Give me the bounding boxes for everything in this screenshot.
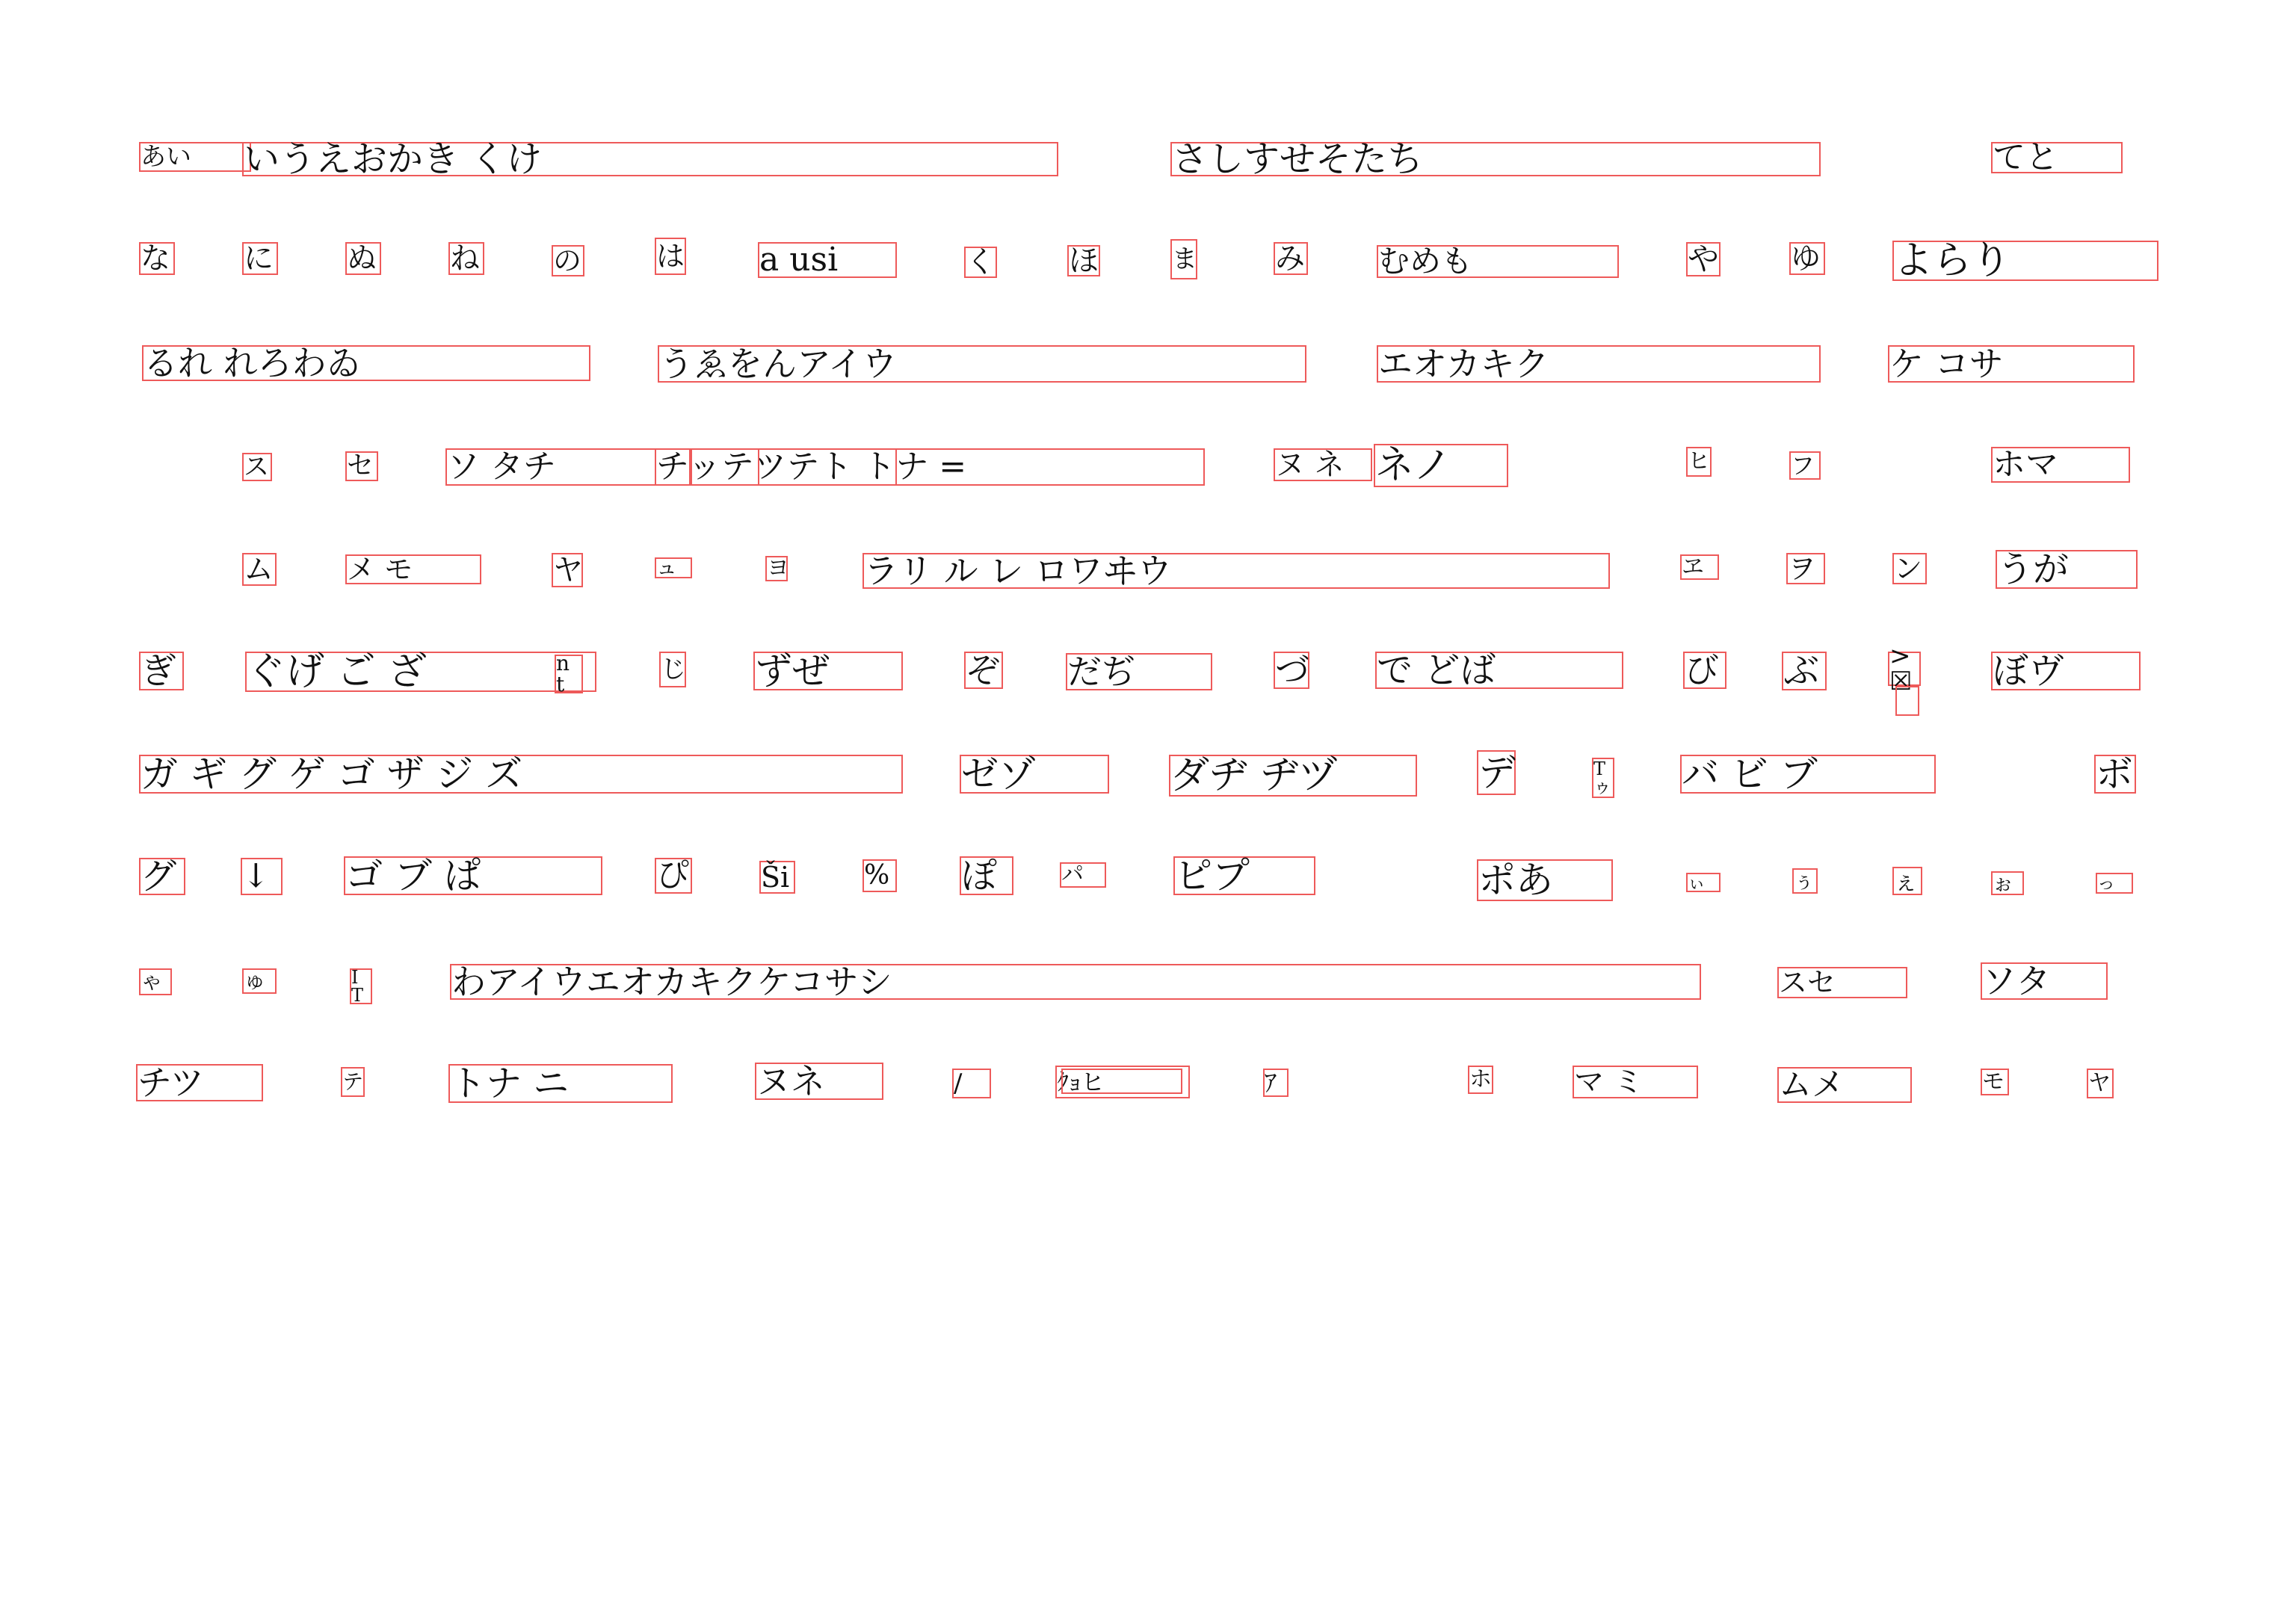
- text-box: Ši: [759, 861, 795, 894]
- text-box: ぼヴ: [1991, 652, 2141, 690]
- text-box: ｱ: [1263, 1069, 1289, 1097]
- text-box: グ: [139, 858, 185, 895]
- text-box: ぽ: [960, 856, 1013, 895]
- text-box: むめも: [1377, 245, 1619, 278]
- text-box: ぎ: [139, 652, 184, 690]
- text-box: ホマ: [1991, 447, 2130, 483]
- text-box: フ: [1789, 451, 1821, 480]
- text-box: うが: [1996, 550, 2138, 589]
- text-box: a usi: [758, 242, 897, 278]
- text-box: み: [1274, 242, 1308, 275]
- text-box: ヌネ: [755, 1063, 883, 1100]
- text-box: ダヂ ヂヅ: [1169, 755, 1417, 797]
- text-box: [1895, 686, 1919, 716]
- text-box: ね: [448, 242, 484, 275]
- text-box: > ☒: [1888, 652, 1921, 686]
- text-box: ぬ: [345, 242, 381, 275]
- text-box: ま: [1170, 239, 1197, 279]
- text-box: ゆ: [1789, 242, 1825, 275]
- text-box: ぴ: [655, 858, 692, 894]
- text-box: ソ タチ: [445, 448, 692, 486]
- text-box: [1061, 1069, 1182, 1094]
- text-box: ホ: [1469, 1066, 1492, 1092]
- text-box: な: [139, 242, 175, 275]
- text-box: ｸｮヒ: [1055, 1066, 1190, 1098]
- text-box: く: [966, 245, 996, 279]
- text-box: テ: [341, 1067, 365, 1097]
- text-box: わアイウエオカキクケコサシ: [450, 964, 1701, 1000]
- text-box: ヒ: [1686, 447, 1712, 477]
- text-box: ゅ: [242, 968, 277, 994]
- text-box: パ: [1060, 862, 1106, 888]
- text-box: ヱ: [1680, 554, 1719, 580]
- text-box: ソタ: [1981, 962, 2108, 1000]
- text-box: マ ミ: [1573, 1066, 1698, 1098]
- text-box: うゑをんアイウ: [658, 345, 1306, 383]
- text-box: ゴ ブ ぱ: [344, 856, 602, 895]
- text-box: デ: [1478, 751, 1516, 794]
- text-box: ぞ: [964, 652, 1003, 689]
- text-box: ぃ: [1686, 873, 1721, 892]
- text-box: ボ: [2094, 755, 2136, 794]
- text-box: [758, 448, 897, 486]
- text-box: n t: [555, 655, 583, 693]
- text-box: ヤ: [2087, 1069, 2114, 1098]
- text-box: I T: [350, 968, 372, 1004]
- text-box: バ ビ ブ: [1680, 755, 1936, 794]
- text-box: ムメ: [1777, 1067, 1912, 1103]
- text-box: /: [952, 1069, 991, 1098]
- text-box: に: [242, 242, 278, 275]
- text-box: いうえおかき くけ: [242, 142, 1058, 176]
- text-box: トナ ニ: [448, 1064, 673, 1103]
- text-box: ケ コサ: [1888, 345, 2135, 383]
- text-box: ぇ: [1892, 867, 1922, 895]
- text-box: [655, 448, 691, 486]
- text-box: ヲ: [1786, 553, 1825, 584]
- text-box: ぐげ ご ざ: [245, 652, 596, 692]
- text-box: モ: [1981, 1069, 2009, 1095]
- text-box: ガ ギ グ ゲ ゴ ザ ジ ズ: [139, 755, 903, 794]
- text-box: ス: [242, 453, 272, 481]
- text-box: だぢ: [1066, 653, 1212, 690]
- text-box: ずぜ: [753, 652, 903, 690]
- text-box: づ: [1275, 650, 1309, 690]
- text-box: あい: [139, 142, 251, 172]
- text-box: さしすせそたち: [1170, 142, 1821, 176]
- text-box: ヤ: [553, 553, 583, 587]
- text-box: ピプ: [1173, 856, 1315, 895]
- text-box: で どば: [1375, 652, 1623, 689]
- text-box: ぉ: [1991, 871, 2024, 895]
- text-box: ュ: [655, 557, 692, 578]
- text-box: チッテツテト トナ =: [655, 448, 1205, 486]
- text-box: っ: [2096, 873, 2133, 894]
- text-box: ラリ ル レ ロワヰウ: [862, 553, 1610, 589]
- text-box: ゃ: [139, 968, 172, 995]
- text-box: T ゥ: [1592, 758, 1614, 798]
- text-box: ヨ: [767, 555, 789, 581]
- text-box: ↓: [241, 858, 283, 895]
- text-box: スセ: [1777, 967, 1907, 998]
- text-box: エオカキク: [1377, 345, 1821, 383]
- text-box: ネノ: [1374, 444, 1508, 487]
- text-box: てと: [1991, 142, 2123, 173]
- text-box: セ: [345, 451, 378, 481]
- text-box: ン: [1892, 553, 1927, 584]
- text-box: び: [1683, 652, 1726, 689]
- text-box: メ モ: [345, 554, 481, 584]
- text-box: ほ: [1069, 244, 1099, 278]
- text-box: ポあ: [1477, 859, 1613, 901]
- text-box: チツ: [136, 1064, 263, 1101]
- text-box: ぅ: [1792, 868, 1818, 894]
- text-box: よらり: [1892, 241, 2158, 281]
- text-box: ぶ: [1782, 652, 1827, 690]
- text-box: や: [1688, 241, 1720, 277]
- text-box: じ: [659, 652, 686, 687]
- text-box: %: [862, 859, 897, 892]
- text-box: るれ れろわゐ: [142, 345, 590, 381]
- text-box: ゼゾ: [960, 755, 1109, 794]
- text-box: は: [655, 238, 686, 275]
- text-box: ヌ ネ: [1274, 448, 1372, 481]
- text-box: ム: [242, 553, 277, 586]
- text-box: の: [552, 245, 584, 276]
